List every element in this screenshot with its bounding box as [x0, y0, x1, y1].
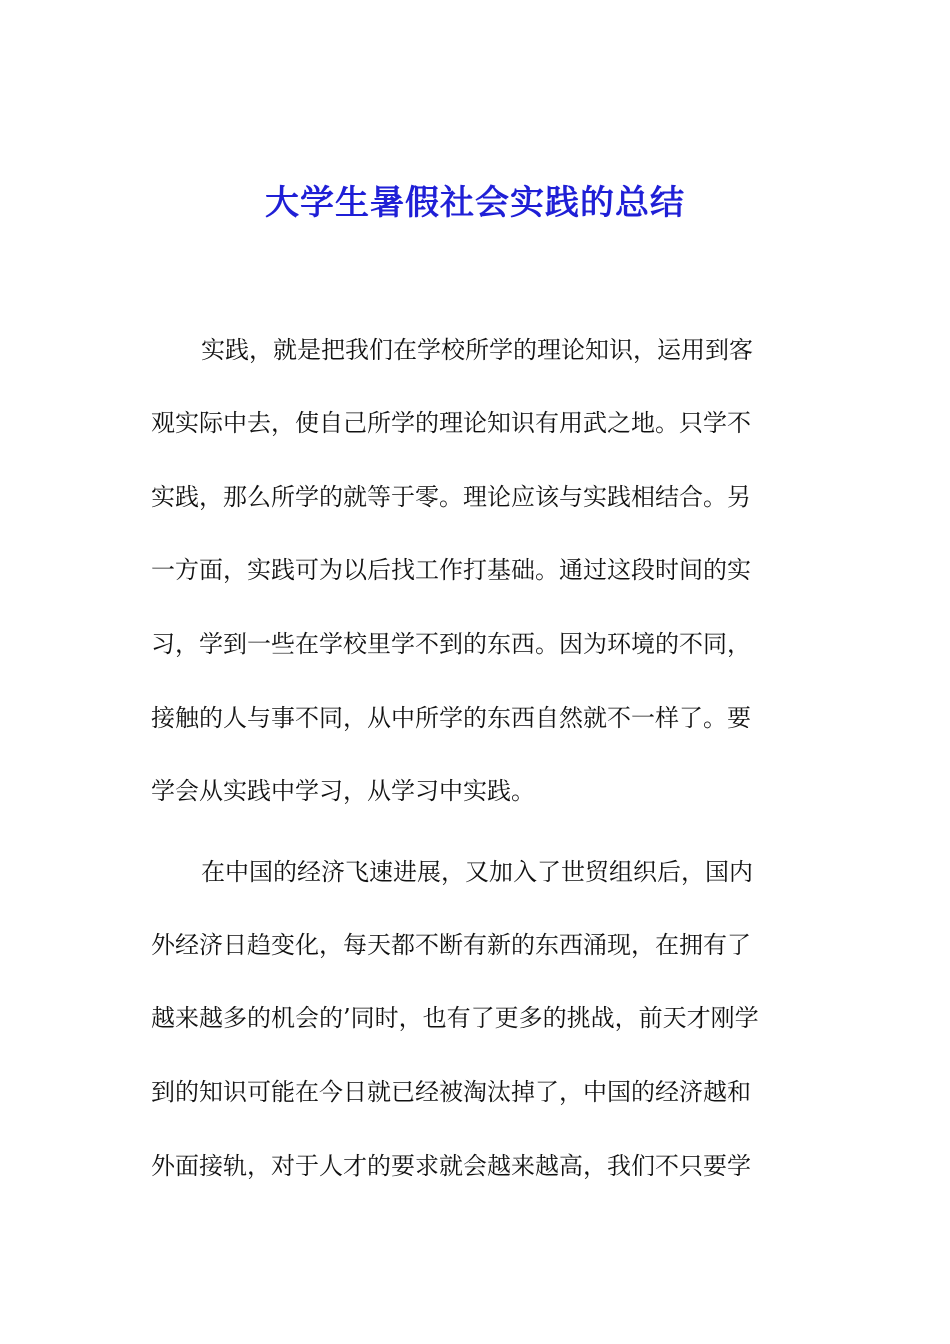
paragraph-line: 实践，那么所学的就等于零。理论应该与实践相结合。另 — [151, 483, 751, 511]
paragraph-line: 在中国的经济飞速进展，又加入了世贸组织后，国内 — [201, 858, 753, 886]
paragraph-line: 接触的人与事不同，从中所学的东西自然就不一样了。要 — [151, 704, 751, 732]
paragraph-line: 学会从实践中学习，从学习中实践。 — [151, 777, 535, 805]
paragraph-line: 外面接轨，对于人才的要求就会越来越高，我们不只要学 — [151, 1152, 751, 1180]
paragraph-line: 一方面，实践可为以后找工作打基础。通过这段时间的实 — [151, 556, 751, 584]
paragraph-line: 外经济日趋变化，每天都不断有新的东西涌现，在拥有了 — [151, 931, 751, 959]
paragraph-line: 观实际中去，使自己所学的理论知识有用武之地。只学不 — [151, 409, 751, 437]
paragraph-line: 到的知识可能在今日就已经被淘汰掉了，中国的经济越和 — [151, 1078, 751, 1106]
paragraph-line: 习，学到一些在学校里学不到的东西。因为环境的不同， — [151, 630, 751, 658]
document-title: 大学生暑假社会实践的总结 — [265, 183, 685, 223]
paragraph-line: 实践，就是把我们在学校所学的理论知识，运用到客 — [201, 336, 753, 364]
paragraph-line: 越来越多的机会的’同时，也有了更多的挑战，前天才刚学 — [151, 1004, 759, 1032]
